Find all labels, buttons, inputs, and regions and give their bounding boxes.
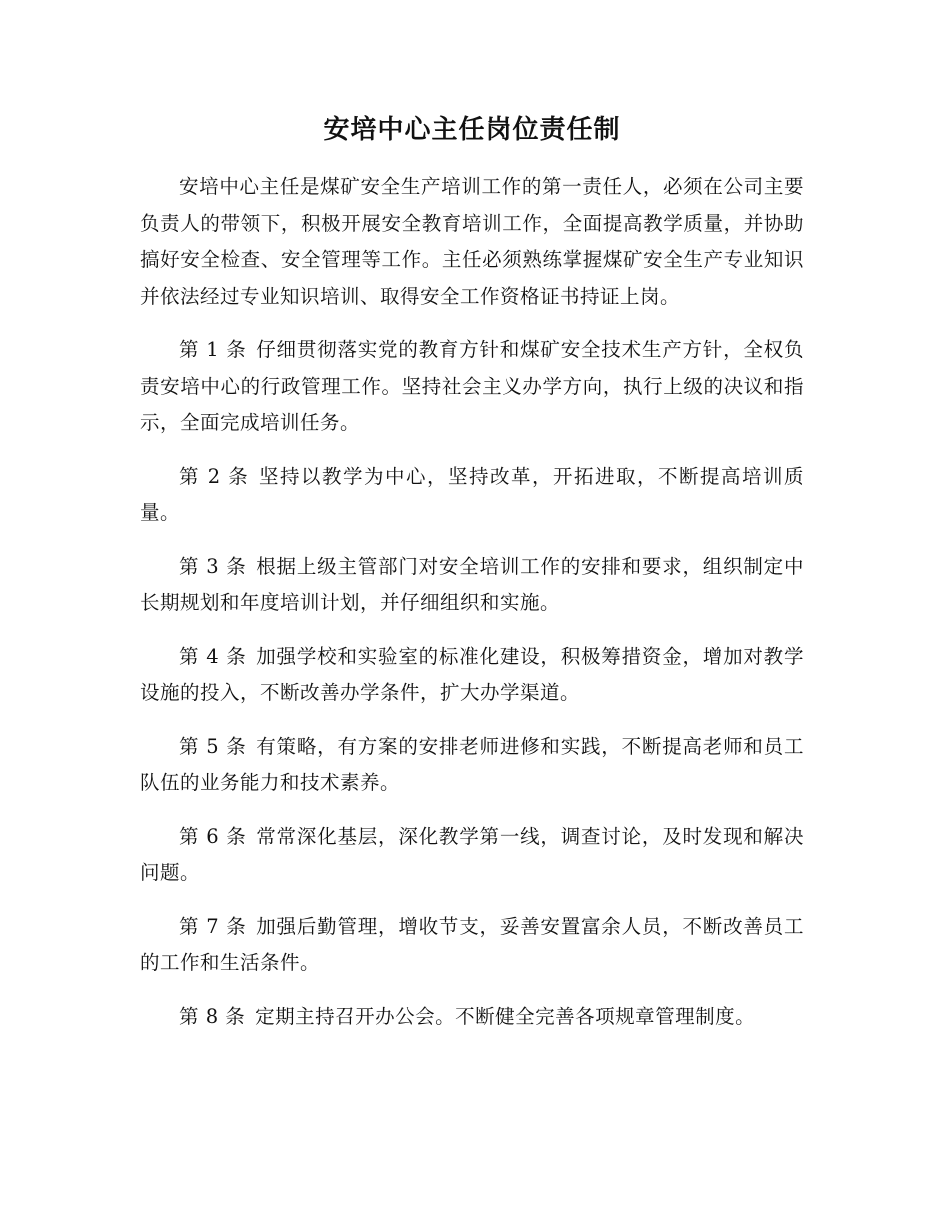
article-number: 第 6 条 (179, 824, 247, 848)
article-text: 常常深化基层，深化教学第一线，调查讨论，及时发现和解决问题。 (140, 824, 804, 884)
article-number: 第 8 条 (179, 1004, 246, 1028)
document-page (140, 105, 804, 1052)
document-title: 安培中心主任岗位责任制 (323, 115, 621, 145)
article-text: 有策略，有方案的安排老师进修和实践，不断提高老师和员工队伍的业务能力和技术素养。 (140, 734, 804, 794)
article-text: 加强学校和实验室的标准化建设，积极筹措资金，增加对教学设施的投入，不断改善办学条件，扩大办学渠道。 (140, 644, 804, 704)
article-number: 第 2 条 (179, 464, 250, 488)
article-text: 加强后勤管理，增收节支，妥善安置富余人员，不断改善员工的工作和生活条件。 (140, 914, 804, 974)
article-7 (140, 909, 804, 982)
article-number: 第 3 条 (179, 554, 247, 578)
article-text: 根据上级主管部门对安全培训工作的安排和要求，组织制定中长期规划和年度培训计划，并仔细组织和实施。 (140, 554, 804, 614)
intro-paragraph: 安培中心主任是煤矿安全生产培训工作的第一责任人，必须在公司主要负责人的带领下，积极开展安全教育培训工作，全面提高教学质量，并协助搞好安全检查、安全管理等工作。主任必须熟练掌握煤矿安全生产专业知识并依法经过专业知识培训、取得安全工作资格证书持证上岗。 (140, 175, 804, 308)
article-8 (140, 999, 804, 1036)
article-number: 第 5 条 (179, 734, 247, 758)
article-number: 第 7 条 (179, 914, 247, 938)
article-text: 仔细贯彻落实党的教育方针和煤矿安全技术生产方针，全权负责安培中心的行政管理工作。坚持社会主义办学方向，执行上级的决议和指示，全面完成培训任务。 (140, 338, 804, 434)
article-2 (140, 459, 804, 532)
article-6 (140, 819, 804, 892)
article-number: 第 1 条 (179, 338, 247, 361)
article-3 (140, 549, 804, 622)
article-1 (140, 332, 804, 442)
article-text: 定期主持召开办公会。不断健全完善各项规章管理制度。 (255, 1004, 756, 1028)
article-number: 第 4 条 (179, 644, 247, 668)
article-5 (140, 729, 804, 802)
article-text: 坚持以教学为中心，坚持改革，开拓进取，不断提高培训质量。 (140, 464, 804, 524)
article-4 (140, 639, 804, 712)
